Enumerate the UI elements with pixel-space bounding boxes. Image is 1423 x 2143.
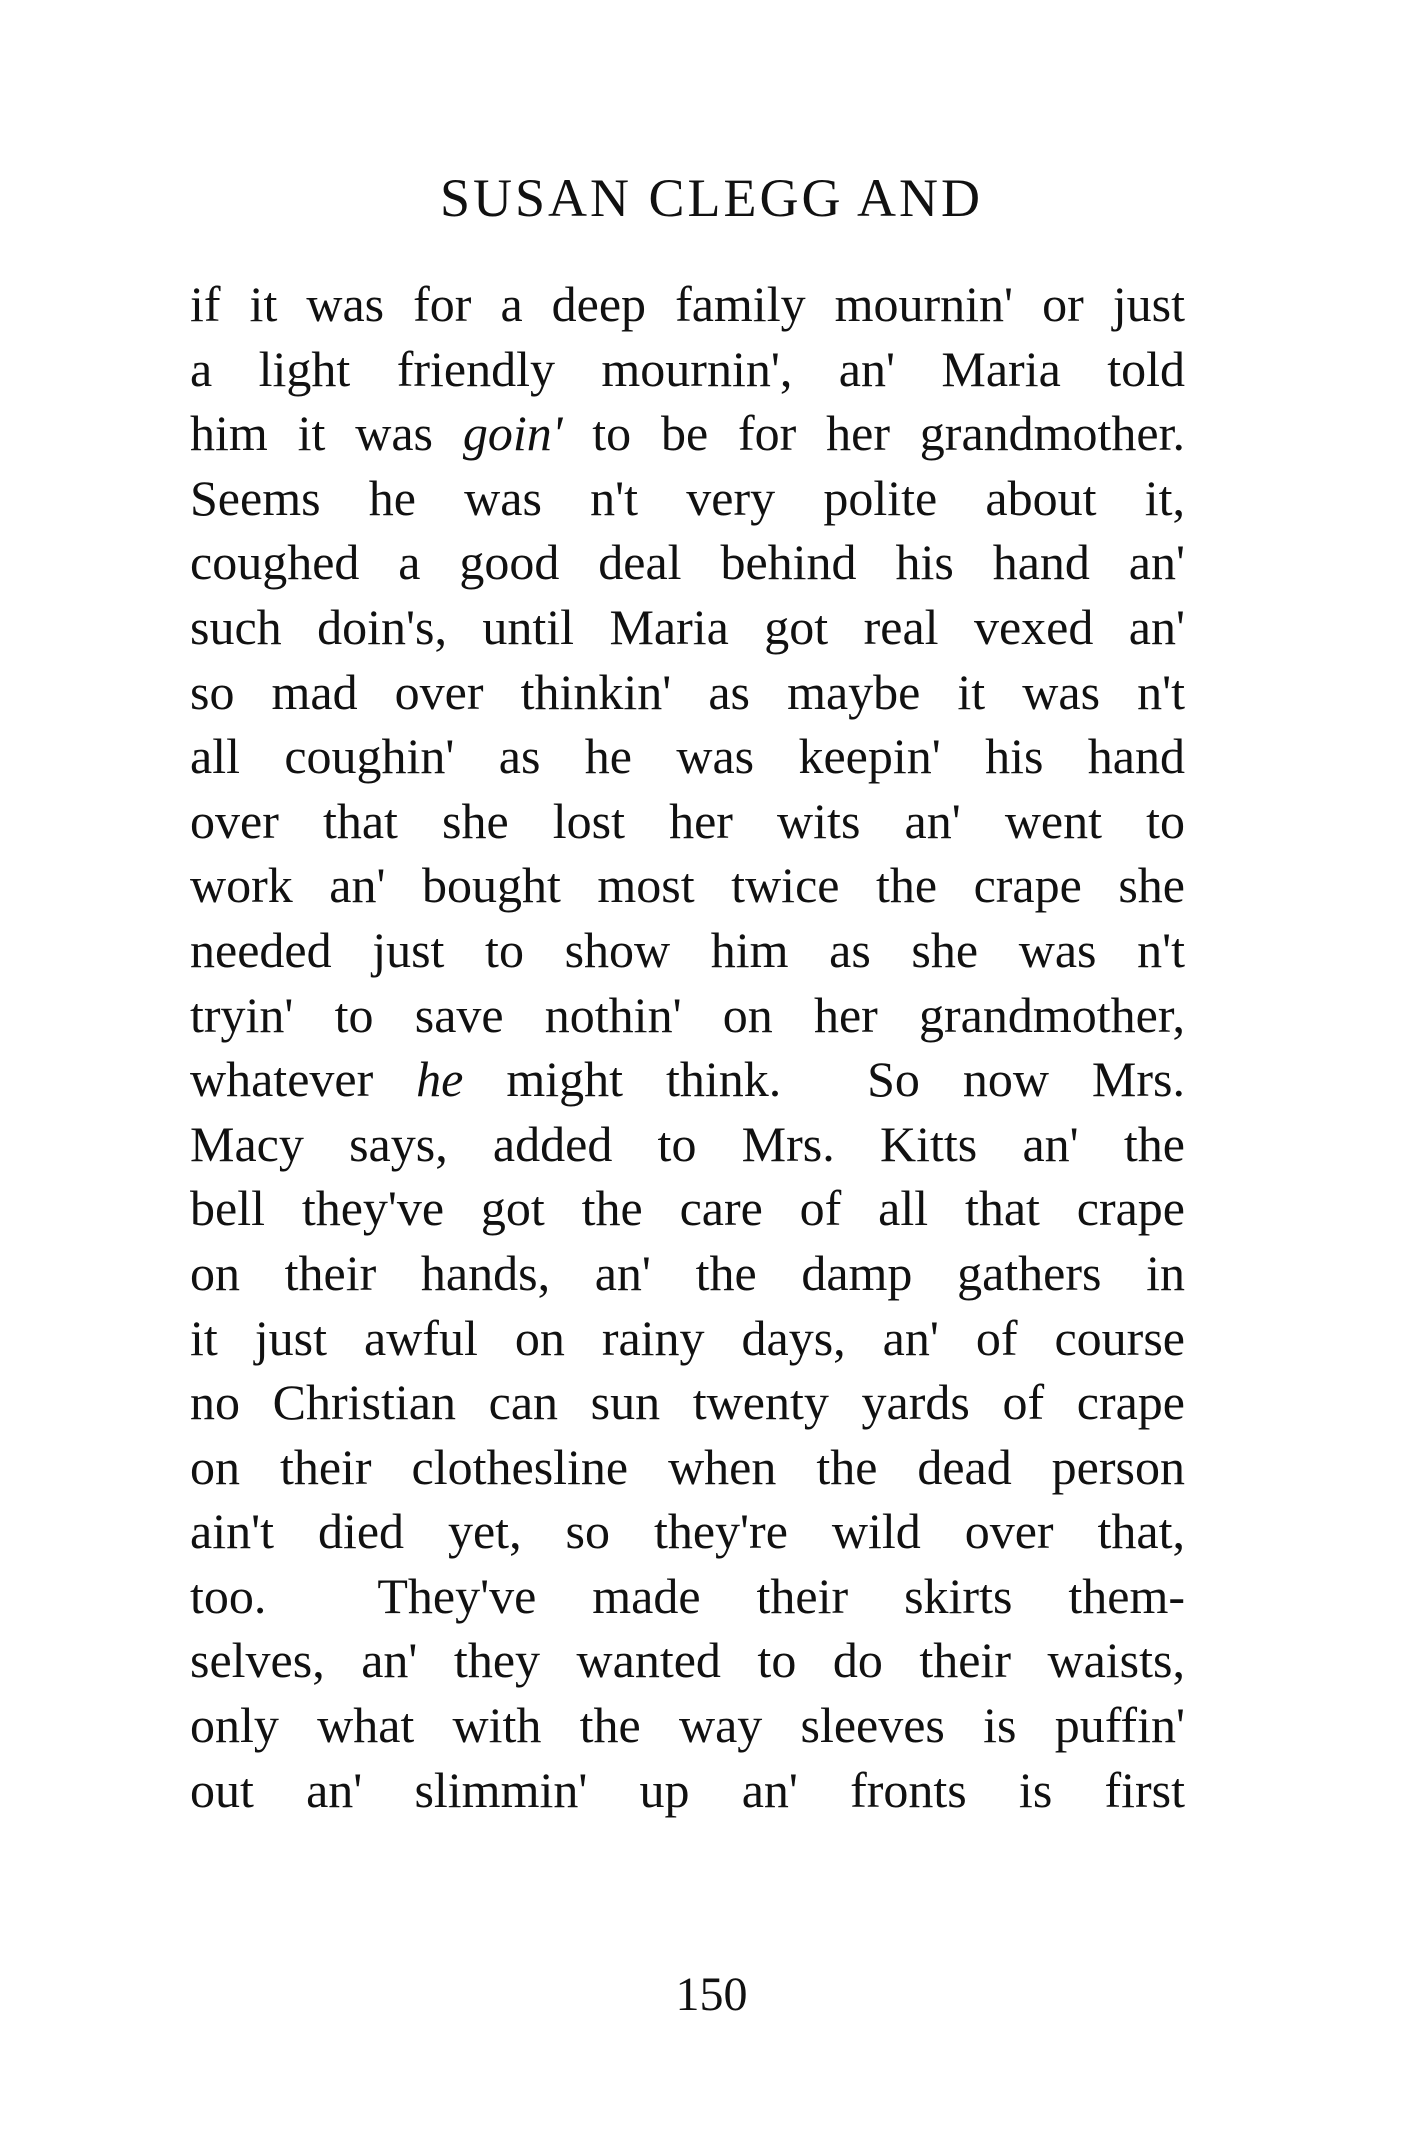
text-segment: over that she lost her wits an' went to xyxy=(190,792,1185,849)
text-segment: so mad over thinkin' as maybe it was n't xyxy=(190,663,1185,720)
italic-text: goin' xyxy=(462,405,563,462)
text-line xyxy=(190,1047,1185,1112)
text-line xyxy=(190,1499,1185,1564)
text-segment: out an' slimmin' up an' fronts is first xyxy=(190,1761,1185,1818)
text-line xyxy=(190,401,1185,466)
text-line xyxy=(190,1628,1185,1693)
text-segment: a light friendly mournin', an' Maria told xyxy=(190,340,1185,397)
text-line xyxy=(190,1758,1185,1823)
text-line xyxy=(190,724,1185,789)
text-line xyxy=(190,1370,1185,1435)
text-segment: only what with the way sleeves is puffin' xyxy=(190,1697,1185,1754)
text-segment: coughed a good deal behind his hand an' xyxy=(190,534,1185,591)
text-line xyxy=(190,853,1185,918)
text-segment: it just awful on rainy days, an' of course xyxy=(190,1309,1185,1366)
text-segment: all coughin' as he was keepin' his hand xyxy=(190,728,1185,785)
text-segment: no Christian can sun twenty yards of crape xyxy=(190,1374,1185,1431)
text-segment: too. They've made their skirts them- xyxy=(190,1567,1185,1624)
text-line xyxy=(190,660,1185,725)
text-line xyxy=(190,918,1185,983)
text-segment: such doin's, until Maria got real vexed an' xyxy=(190,598,1185,655)
text-line xyxy=(190,1176,1185,1241)
text-line xyxy=(190,1241,1185,1306)
text-segment: ain't died yet, so they're wild over that, xyxy=(190,1503,1185,1560)
text-line xyxy=(190,466,1185,531)
text-segment: whatever xyxy=(190,1051,417,1108)
text-line xyxy=(190,983,1185,1048)
text-segment: him it was xyxy=(190,405,463,462)
text-segment: on their hands, an' the damp gathers in xyxy=(190,1244,1185,1301)
text-line xyxy=(190,789,1185,854)
text-segment: on their clothesline when the dead person xyxy=(190,1438,1185,1495)
text-segment: Seems he was n't very polite about it, xyxy=(190,469,1185,526)
text-line xyxy=(190,530,1185,595)
text-line xyxy=(190,1112,1185,1177)
text-segment: selves, an' they wanted to do their waists, xyxy=(190,1632,1185,1689)
italic-text: he xyxy=(416,1051,464,1108)
text-line xyxy=(190,1564,1185,1629)
text-segment: Macy says, added to Mrs. Kitts an' the xyxy=(190,1115,1185,1172)
text-segment: needed just to show him as she was n't xyxy=(190,921,1185,978)
text-line xyxy=(190,337,1185,402)
running-head: SUSAN CLEGG AND xyxy=(439,168,984,228)
page-number: 150 xyxy=(675,1968,748,2021)
text-line xyxy=(190,272,1185,337)
text-segment: to be for her grandmother. xyxy=(562,405,1186,462)
text-line xyxy=(190,1693,1185,1758)
text-segment: bell they've got the care of all that crape xyxy=(190,1180,1185,1237)
text-segment: work an' bought most twice the crape she xyxy=(190,857,1185,914)
text-line xyxy=(190,595,1185,660)
body-text xyxy=(190,272,1185,1822)
text-segment: might think. So now Mrs. xyxy=(463,1051,1185,1108)
text-line xyxy=(190,1435,1185,1500)
text-segment: if it was for a deep family mournin' or just xyxy=(190,276,1185,332)
text-line xyxy=(190,1306,1185,1371)
text-segment: tryin' to save nothin' on her grandmother, xyxy=(190,986,1185,1043)
